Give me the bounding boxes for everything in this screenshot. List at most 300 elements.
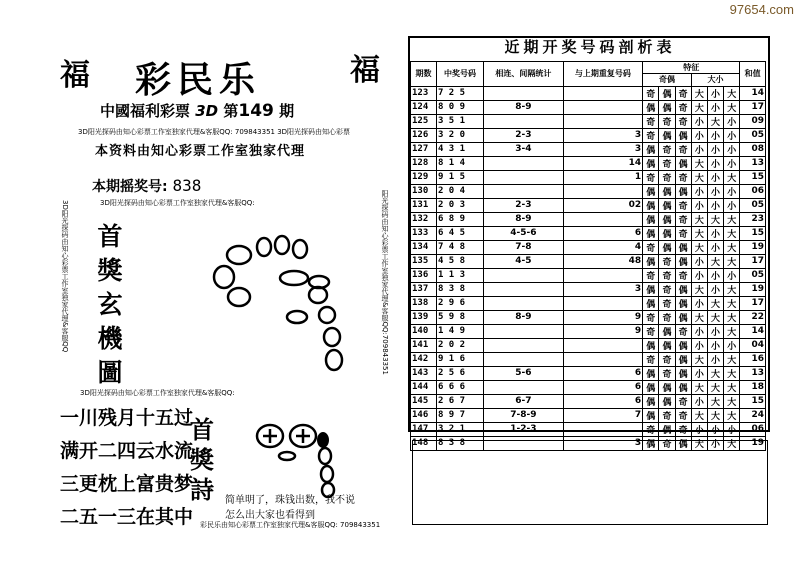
cell-sum: 17 — [740, 254, 766, 268]
issue-3d: 3D — [195, 102, 219, 120]
ad-top-line: 3D阳光探码由知心彩票工作室独家代理&客服QQ: 709843351 3D阳光探码由知心彩票 — [78, 128, 351, 136]
cell-issue: 132 — [411, 212, 437, 226]
cell-oddeven: 奇 — [675, 408, 691, 422]
cell-oddeven: 奇 — [659, 282, 675, 296]
cell-oddeven: 偶 — [675, 240, 691, 254]
cell-repeat: 3 — [563, 436, 643, 450]
cell-sum: 23 — [740, 212, 766, 226]
cell-repeat: 6 — [563, 366, 643, 380]
cell-repeat: 6 — [563, 380, 643, 394]
left-panel — [40, 30, 400, 530]
table-row — [411, 310, 766, 324]
cell-oddeven: 奇 — [659, 268, 675, 282]
cell-repeat — [563, 212, 643, 226]
table-row — [411, 184, 766, 198]
cell-oddeven: 偶 — [675, 296, 691, 310]
cell-sum: 15 — [740, 226, 766, 240]
cell-oddeven: 偶 — [659, 198, 675, 212]
cell-number: 5 9 8 — [436, 310, 483, 324]
cell-oddeven: 偶 — [643, 184, 659, 198]
table-row — [411, 128, 766, 142]
cell-repeat: 48 — [563, 254, 643, 268]
cell-oddeven: 偶 — [643, 198, 659, 212]
cell-sum: 22 — [740, 310, 766, 324]
cell-bigsmall: 小 — [707, 100, 723, 114]
cell-number: 7 4 8 — [436, 240, 483, 254]
cell-adjacent: 7-8 — [484, 240, 564, 254]
cell-issue: 126 — [411, 128, 437, 142]
cell-oddeven: 奇 — [643, 114, 659, 128]
cell-sum: 08 — [740, 142, 766, 156]
cell-oddeven: 奇 — [675, 212, 691, 226]
table-row — [411, 212, 766, 226]
cell-bigsmall: 大 — [707, 114, 723, 128]
cell-oddeven: 偶 — [659, 226, 675, 240]
cell-repeat — [563, 184, 643, 198]
cell-bigsmall: 大 — [724, 212, 740, 226]
cell-repeat: 1 — [563, 170, 643, 184]
cell-oddeven: 偶 — [659, 240, 675, 254]
cell-oddeven: 奇 — [675, 114, 691, 128]
cell-number: 3 5 1 — [436, 114, 483, 128]
cell-sum: 13 — [740, 156, 766, 170]
cell-bigsmall: 小 — [724, 156, 740, 170]
table-row — [411, 408, 766, 422]
cell-number: 3 2 0 — [436, 128, 483, 142]
cell-bigsmall: 大 — [691, 380, 707, 394]
cell-oddeven: 奇 — [675, 394, 691, 408]
cell-oddeven: 偶 — [643, 408, 659, 422]
cell-issue: 141 — [411, 338, 437, 352]
cell-repeat: 14 — [563, 156, 643, 170]
cell-repeat — [563, 352, 643, 366]
poem-title-char: 詩 — [190, 475, 214, 504]
cell-sum: 15 — [740, 394, 766, 408]
cell-issue: 124 — [411, 100, 437, 114]
table-row — [411, 86, 766, 100]
cell-repeat — [563, 86, 643, 100]
cell-oddeven: 奇 — [659, 142, 675, 156]
cell-bigsmall: 小 — [691, 184, 707, 198]
brand-char: 圖 — [97, 358, 123, 387]
cell-bigsmall: 小 — [691, 114, 707, 128]
cell-issue: 142 — [411, 352, 437, 366]
table-row — [411, 114, 766, 128]
cell-sum: 15 — [740, 170, 766, 184]
cell-oddeven: 偶 — [675, 282, 691, 296]
cell-bigsmall: 小 — [707, 142, 723, 156]
cell-repeat — [563, 100, 643, 114]
cell-number: 3 2 1 — [436, 422, 483, 436]
cell-oddeven: 偶 — [675, 366, 691, 380]
cell-repeat — [563, 268, 643, 282]
table-row — [411, 198, 766, 212]
cell-number: 8 3 8 — [436, 436, 483, 450]
ad-right-vertical: 阳光探码由知心彩票工作室独家代理&客服QQ:709843351 — [381, 190, 389, 375]
cell-oddeven: 奇 — [643, 268, 659, 282]
cell-adjacent — [484, 324, 564, 338]
cell-bigsmall: 小 — [724, 422, 740, 436]
cell-oddeven: 偶 — [659, 212, 675, 226]
header-repeat: 与上期重复号码 — [563, 62, 643, 87]
hint-line: 简单明了，珠钱出数，我不说 — [225, 495, 355, 506]
cell-sum: 18 — [740, 380, 766, 394]
agent-banner: 本资料由知心彩票工作室独家代理 — [95, 144, 306, 159]
cell-bigsmall: 小 — [724, 268, 740, 282]
cell-issue: 144 — [411, 380, 437, 394]
cell-repeat: 9 — [563, 310, 643, 324]
cell-bigsmall: 大 — [724, 352, 740, 366]
table-row — [411, 142, 766, 156]
table-row — [411, 324, 766, 338]
cell-bigsmall: 大 — [691, 352, 707, 366]
cell-issue: 148 — [411, 436, 437, 450]
cell-bigsmall: 大 — [707, 380, 723, 394]
header-number: 中奖号码 — [436, 62, 483, 87]
cell-bigsmall: 大 — [707, 310, 723, 324]
cell-oddeven: 偶 — [659, 86, 675, 100]
cell-bigsmall: 小 — [707, 338, 723, 352]
cell-adjacent: 2-3 — [484, 198, 564, 212]
brand-char: 玄 — [97, 290, 123, 319]
cell-oddeven: 奇 — [659, 408, 675, 422]
cell-bigsmall: 大 — [724, 282, 740, 296]
cell-oddeven: 偶 — [643, 394, 659, 408]
cell-adjacent: 4-5-6 — [484, 226, 564, 240]
cell-oddeven: 偶 — [675, 436, 691, 450]
mystery-figure — [64, 205, 374, 385]
cell-oddeven: 奇 — [659, 114, 675, 128]
cell-oddeven: 奇 — [643, 310, 659, 324]
cell-issue: 139 — [411, 310, 437, 324]
cell-issue: 137 — [411, 282, 437, 296]
table-row — [411, 156, 766, 170]
cell-bigsmall: 大 — [724, 170, 740, 184]
cell-oddeven: 偶 — [643, 100, 659, 114]
cell-issue: 125 — [411, 114, 437, 128]
cell-number: 8 3 8 — [436, 282, 483, 296]
draw-label: 本期摇奖号: — [92, 179, 168, 195]
cell-oddeven: 偶 — [643, 436, 659, 450]
cell-number: 8 9 7 — [436, 408, 483, 422]
cell-adjacent: 2-3 — [484, 128, 564, 142]
poem-line: 一川残月十五过 — [60, 407, 194, 429]
cell-bigsmall: 大 — [724, 366, 740, 380]
cell-issue: 136 — [411, 268, 437, 282]
cell-issue: 123 — [411, 86, 437, 100]
cell-oddeven: 偶 — [659, 128, 675, 142]
cell-bigsmall: 大 — [724, 100, 740, 114]
table-row — [411, 268, 766, 282]
cell-bigsmall: 大 — [691, 100, 707, 114]
cell-oddeven: 奇 — [675, 324, 691, 338]
table-row — [411, 338, 766, 352]
cell-sum: 09 — [740, 114, 766, 128]
table-row — [411, 240, 766, 254]
cell-bigsmall: 小 — [707, 156, 723, 170]
empty-notes-box — [412, 440, 768, 525]
cell-adjacent: 6-7 — [484, 394, 564, 408]
brand-char: 首 — [97, 222, 123, 251]
cell-repeat — [563, 296, 643, 310]
cell-adjacent: 5-6 — [484, 366, 564, 380]
cell-bigsmall: 小 — [691, 198, 707, 212]
cell-bigsmall: 大 — [691, 212, 707, 226]
ad-mid-line: 3D阳光探码由知心彩票工作室独家代理&客服QQ: — [100, 199, 255, 207]
cell-adjacent — [484, 282, 564, 296]
cell-adjacent — [484, 114, 564, 128]
cell-sum: 14 — [740, 324, 766, 338]
cell-oddeven: 偶 — [675, 338, 691, 352]
cell-bigsmall: 小 — [691, 324, 707, 338]
page-title: 彩民乐 — [135, 59, 262, 101]
table-row — [411, 366, 766, 380]
cell-adjacent — [484, 352, 564, 366]
cell-adjacent: 8-9 — [484, 212, 564, 226]
cell-oddeven: 奇 — [659, 170, 675, 184]
hint-line: 怎么出大家也看得到 — [225, 510, 315, 521]
fu-left-character: 福 — [60, 58, 90, 93]
cell-bigsmall: 小 — [724, 114, 740, 128]
cell-repeat — [563, 422, 643, 436]
cell-repeat: 9 — [563, 324, 643, 338]
cell-oddeven: 偶 — [643, 282, 659, 296]
cell-bigsmall: 大 — [724, 226, 740, 240]
cell-repeat: 3 — [563, 282, 643, 296]
cell-bigsmall: 大 — [691, 310, 707, 324]
cell-oddeven: 偶 — [675, 156, 691, 170]
table-title: 近期开奖号码剖析表 — [504, 38, 676, 56]
cell-bigsmall: 大 — [724, 380, 740, 394]
draw-number: 838 — [172, 176, 202, 195]
cell-repeat: 6 — [563, 394, 643, 408]
header-issue: 期数 — [411, 62, 437, 87]
cell-bigsmall: 大 — [691, 408, 707, 422]
cell-oddeven: 偶 — [675, 184, 691, 198]
cell-oddeven: 奇 — [675, 170, 691, 184]
poem — [60, 402, 193, 534]
table-row — [411, 394, 766, 408]
cell-oddeven: 奇 — [675, 226, 691, 240]
cell-number: 8 1 4 — [436, 156, 483, 170]
cell-repeat: 4 — [563, 240, 643, 254]
cell-bigsmall: 小 — [707, 128, 723, 142]
cell-sum: 19 — [740, 240, 766, 254]
cell-sum: 19 — [740, 282, 766, 296]
cell-number: 2 5 6 — [436, 366, 483, 380]
cell-bigsmall: 小 — [691, 268, 707, 282]
cell-oddeven: 偶 — [659, 184, 675, 198]
cell-sum: 06 — [740, 422, 766, 436]
cell-bigsmall: 大 — [691, 226, 707, 240]
cell-repeat: 3 — [563, 128, 643, 142]
cell-bigsmall: 大 — [707, 408, 723, 422]
draw-number-line — [92, 176, 201, 196]
cell-adjacent: 1-2-3 — [484, 422, 564, 436]
cell-adjacent: 8-9 — [484, 310, 564, 324]
table-row — [411, 170, 766, 184]
cell-number: 2 6 7 — [436, 394, 483, 408]
cell-oddeven: 偶 — [643, 366, 659, 380]
cell-bigsmall: 小 — [691, 366, 707, 380]
cell-bigsmall: 小 — [691, 296, 707, 310]
cell-sum: 14 — [740, 86, 766, 100]
cell-oddeven: 奇 — [643, 86, 659, 100]
cell-oddeven: 奇 — [675, 100, 691, 114]
cell-bigsmall: 大 — [724, 436, 740, 450]
ad-bottom-line: 3D阳光探码由知心彩票工作室独家代理&客服QQ: — [80, 389, 235, 397]
cell-sum: 13 — [740, 366, 766, 380]
cell-adjacent — [484, 184, 564, 198]
cell-adjacent — [484, 86, 564, 100]
cell-adjacent — [484, 380, 564, 394]
cell-bigsmall: 小 — [707, 184, 723, 198]
cell-oddeven: 奇 — [659, 296, 675, 310]
issue-line — [100, 100, 294, 121]
cell-bigsmall: 大 — [691, 436, 707, 450]
cell-bigsmall: 大 — [724, 254, 740, 268]
cell-oddeven: 奇 — [643, 128, 659, 142]
cell-bigsmall: 大 — [724, 408, 740, 422]
poem-line: 三更枕上富贵梦 — [60, 473, 194, 495]
cell-oddeven: 偶 — [675, 352, 691, 366]
cell-oddeven: 偶 — [659, 380, 675, 394]
cell-adjacent: 4-5 — [484, 254, 564, 268]
cell-number: 4 5 8 — [436, 254, 483, 268]
poem-title-char: 首 — [190, 415, 214, 444]
cell-issue: 133 — [411, 226, 437, 240]
cell-bigsmall: 大 — [691, 156, 707, 170]
cell-number: 6 8 9 — [436, 212, 483, 226]
cell-bigsmall: 小 — [707, 170, 723, 184]
cell-bigsmall: 小 — [724, 338, 740, 352]
table-row — [411, 100, 766, 114]
cell-oddeven: 偶 — [675, 128, 691, 142]
cell-bigsmall: 小 — [691, 254, 707, 268]
cell-bigsmall: 大 — [724, 296, 740, 310]
cell-number: 2 0 3 — [436, 198, 483, 212]
cell-oddeven: 奇 — [675, 198, 691, 212]
hint-note — [225, 493, 355, 523]
cell-bigsmall: 大 — [724, 240, 740, 254]
cell-oddeven: 偶 — [659, 338, 675, 352]
table-row — [411, 254, 766, 268]
table-row — [411, 380, 766, 394]
cell-issue: 145 — [411, 394, 437, 408]
cell-bigsmall: 小 — [724, 142, 740, 156]
cell-oddeven: 奇 — [643, 352, 659, 366]
cell-oddeven: 偶 — [643, 338, 659, 352]
cell-bigsmall: 大 — [691, 240, 707, 254]
cell-issue: 147 — [411, 422, 437, 436]
cell-bigsmall: 大 — [724, 310, 740, 324]
cell-bigsmall: 小 — [707, 240, 723, 254]
cell-oddeven: 偶 — [675, 310, 691, 324]
cell-issue: 134 — [411, 240, 437, 254]
cell-number: 8 0 9 — [436, 100, 483, 114]
cell-bigsmall: 大 — [724, 324, 740, 338]
cell-repeat: 7 — [563, 408, 643, 422]
poem-line: 二五一三在其中 — [60, 506, 194, 528]
ad-left-vertical: 3D阳光探码由知心彩票工作室独家代理&客服QQ — [61, 200, 69, 353]
cell-sum: 05 — [740, 128, 766, 142]
cell-adjacent — [484, 268, 564, 282]
cell-oddeven: 偶 — [643, 296, 659, 310]
cell-adjacent — [484, 296, 564, 310]
cell-sum: 04 — [740, 338, 766, 352]
cell-bigsmall: 大 — [724, 86, 740, 100]
cell-oddeven: 偶 — [675, 380, 691, 394]
analysis-panel — [410, 36, 770, 451]
cell-issue: 131 — [411, 198, 437, 212]
cell-bigsmall: 大 — [707, 366, 723, 380]
brand-char: 機 — [97, 324, 123, 353]
header-sum: 和值 — [740, 62, 766, 87]
cell-adjacent: 7-8-9 — [484, 408, 564, 422]
cell-bigsmall: 小 — [724, 184, 740, 198]
fu-right-character: 福 — [350, 53, 380, 88]
cell-number: 1 4 9 — [436, 324, 483, 338]
table-row — [411, 282, 766, 296]
cell-number: 6 4 5 — [436, 226, 483, 240]
cell-oddeven: 奇 — [675, 422, 691, 436]
cell-number: 2 9 6 — [436, 296, 483, 310]
cell-oddeven: 偶 — [659, 422, 675, 436]
cell-bigsmall: 小 — [691, 394, 707, 408]
cell-oddeven: 偶 — [643, 212, 659, 226]
cell-issue: 135 — [411, 254, 437, 268]
poem-title-char: 獎 — [190, 445, 214, 474]
cell-number: 6 6 6 — [436, 380, 483, 394]
cell-oddeven: 奇 — [659, 254, 675, 268]
issue-number: 149 — [238, 101, 274, 121]
cell-bigsmall: 小 — [707, 324, 723, 338]
cell-bigsmall: 大 — [691, 170, 707, 184]
cell-number: 7 2 5 — [436, 86, 483, 100]
cell-adjacent — [484, 338, 564, 352]
cell-sum: 19 — [740, 436, 766, 450]
cell-oddeven: 偶 — [659, 394, 675, 408]
table-body — [411, 86, 766, 450]
cell-issue: 138 — [411, 296, 437, 310]
cell-oddeven: 奇 — [659, 366, 675, 380]
cell-issue: 129 — [411, 170, 437, 184]
cell-bigsmall: 小 — [707, 226, 723, 240]
site-watermark: 97654.com — [729, 2, 794, 17]
cell-oddeven: 奇 — [659, 310, 675, 324]
cell-sum: 16 — [740, 352, 766, 366]
cell-bigsmall: 大 — [691, 86, 707, 100]
cell-number: 4 3 1 — [436, 142, 483, 156]
cell-bigsmall: 小 — [707, 268, 723, 282]
cell-issue: 128 — [411, 156, 437, 170]
cell-oddeven: 奇 — [643, 170, 659, 184]
table-row — [411, 352, 766, 366]
analysis-table — [410, 61, 766, 451]
issue-suffix: 期 — [279, 102, 295, 120]
table-row — [411, 422, 766, 436]
cell-issue: 143 — [411, 366, 437, 380]
cell-bigsmall: 大 — [707, 254, 723, 268]
cell-oddeven: 奇 — [659, 156, 675, 170]
cell-repeat — [563, 114, 643, 128]
cell-bigsmall: 大 — [691, 282, 707, 296]
cell-oddeven: 偶 — [659, 100, 675, 114]
cell-repeat — [563, 338, 643, 352]
cell-bigsmall: 小 — [691, 422, 707, 436]
cell-oddeven: 奇 — [659, 436, 675, 450]
issue-mid: 第 — [223, 102, 239, 120]
